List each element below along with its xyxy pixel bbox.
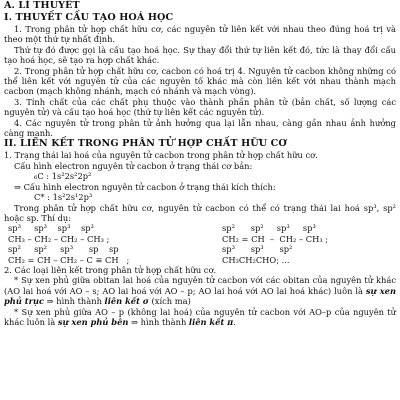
sigma-bond-term: liên kết σ (104, 296, 149, 307)
bullet-sigma-tail: (xích ma) (148, 296, 191, 307)
side-overlap-term: sự xen phủ bên (57, 316, 129, 327)
bullet-sigma-bond (4, 275, 396, 306)
paragraph-4: 4. Các nguyên tử trong phân tử ảnh hưởng qua lại lẫn nhau, càng gần nhau ảnh hưởng càng mạnh. (4, 117, 396, 139)
example-row4-left: CH₂ = CH – CH₂ – C ≡ CH ; (8, 254, 130, 265)
example-row4-right: CH₃CH₂CHO; ... (222, 254, 290, 265)
subsection-2-title: 2. Các loại liên kết trong phân tử hợp chất hữu cơ. (4, 264, 217, 275)
heading-a: A. LÍ THUYẾT (4, 0, 80, 11)
ground-state-intro: Cấu hình electron nguyên tử cacbon ở trạng thái cơ bản: (14, 160, 253, 171)
subsection-1-title: 1. Trạng thái lai hoá của nguyên tử cacbon trong phân tử hợp chất hữu cơ. (4, 150, 318, 161)
excited-state-intro: ⇒ Cấu hình electron nguyên tử cacbon ở trạng thái kích thích: (14, 181, 276, 192)
excited-state-config: C* : 1s²2s¹2p³ (34, 192, 93, 203)
hybridization-examples (4, 223, 396, 265)
bullet-pi-tail: . (233, 316, 236, 327)
bullet-pi-arrow: ⇒ hình thành (128, 316, 189, 327)
paragraph-1: 1. Trong phân tử hợp chất hữu cơ, các nguyên tử liên kết với nhau theo đúng hoá trị và theo một thứ tự nhất định. (4, 24, 396, 45)
ground-state-config: ₆C : 1s²2s²2p² (34, 171, 92, 182)
example-row2-right: CH₂ = CH – CH₂ – CH₃ ; (222, 233, 329, 244)
hybridization-paragraph: Trong phân tử hợp chất hữu cơ, nguyên tử cacbon có thể có trạng thái lai hoá sp³, sp² hoặc sp. Thí dụ: (4, 202, 396, 223)
example-row3-right: sp³ sp³ sp² (222, 244, 293, 255)
example-row1-right: sp² sp² sp³ sp³ (222, 223, 316, 234)
example-row2-left: CH₃ – CH₂ – CH₂ – CH₃ ; (8, 233, 110, 244)
bullet-pi-bond (4, 307, 396, 328)
heading-section-ii: II. LIÊN KẾT TRONG PHÂN TỬ HỢP CHẤT HỮU CƠ (4, 138, 287, 150)
bullet-pi-text: * Sự xen phủ giữa AO – p (không lai hoá) của nguyên tử cacbon với AO–p của nguyên tử khác luôn là (4, 306, 396, 327)
heading-section-i: I. THUYẾT CẤU TẠO HOÁ HỌC (4, 12, 174, 23)
example-row1-left: sp³ sp³ sp³ sp³ (8, 223, 94, 234)
paragraph-3: 3. Tính chất của các chất phụ thuộc vào thành phần phân tử (bản chất, số lượng các nguyên tử) và cấu tạo hoá học (thứ tự liên kết các nguyên tử). (4, 96, 396, 118)
paragraph-2: 2. Trong phân tử hợp chất hữu cơ, cacbon có hoá trị 4. Nguyên tử cacbon không những có thể liên kết với nguyên tử của các nguyên tố khác mà còn liên kết với nhau thành mạch cacbon (mạch không nhánh, mạch có nhánh và mạch vòng). (4, 65, 396, 97)
bullet-sigma-text: * Sự xen phủ giữa obitan lai hoá của nguyên tử cacbon với các obitan của nguyên tử khác (AO lai hoá với AO – s; AO lai hoá với AO – p; AO lai hoá với AO lai hoá khác) luôn là (4, 275, 396, 296)
pi-bond-term: liên kết π (188, 316, 234, 327)
example-row3-left: sp² sp² sp³ sp sp (8, 244, 119, 255)
bullet-sigma-arrow: ⇒ hình thành (44, 296, 105, 307)
axial-overlap-term: sự xen phủ trục (4, 285, 396, 307)
paragraph-1b: Thứ tự đó được gọi là cấu tạo hoá học. Sự thay đổi thứ tự liên kết đó, tức là thay đổi cấu tạo hoá học, sẽ tạo ra hợp chất khác. (4, 44, 396, 66)
